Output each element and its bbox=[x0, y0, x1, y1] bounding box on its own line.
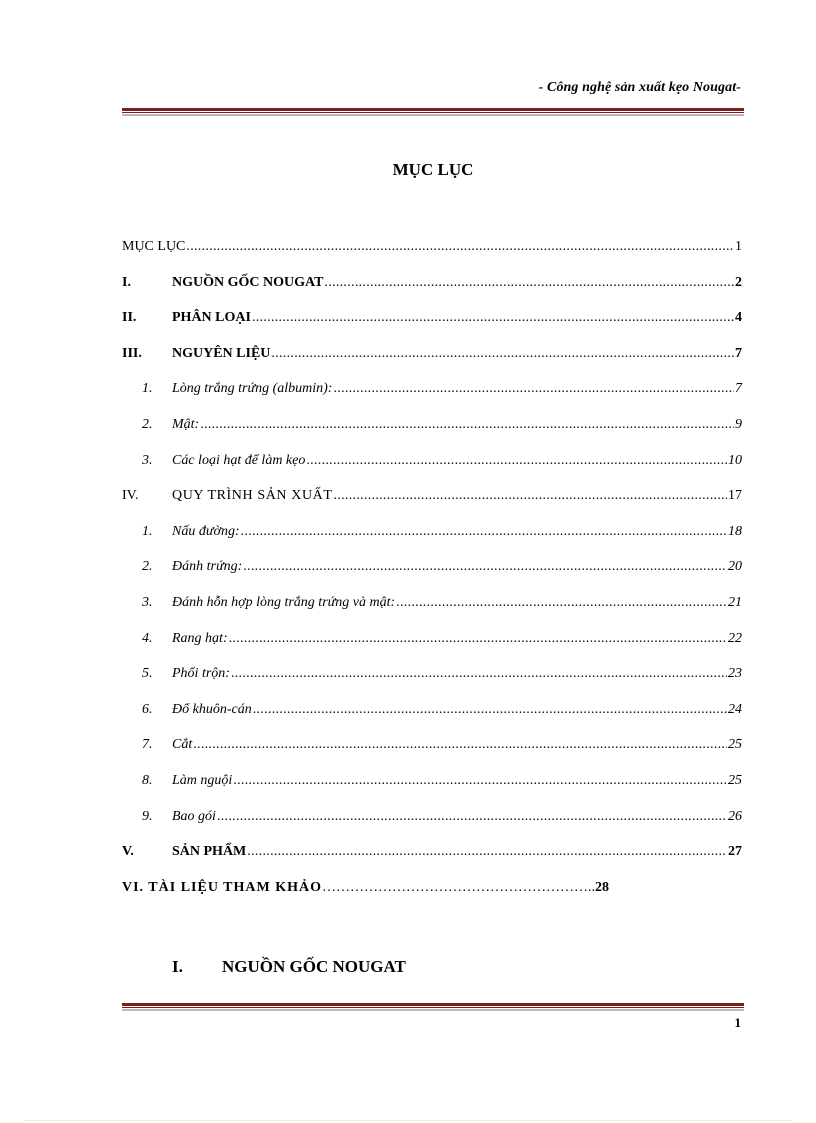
toc-entry-number: 8. bbox=[142, 772, 153, 788]
toc-dot-leader bbox=[271, 346, 734, 362]
toc-entry-page: 18 bbox=[728, 523, 742, 539]
toc-entry-page: 17 bbox=[728, 488, 742, 504]
toc-dot-leader bbox=[229, 631, 727, 647]
toc-dot-leader bbox=[334, 488, 727, 504]
toc-entry-page: 28 bbox=[595, 879, 610, 895]
toc-entry-label: MỤC LỤC bbox=[122, 239, 186, 254]
header-rule bbox=[122, 108, 744, 116]
toc-entry[interactable] bbox=[122, 239, 742, 275]
toc-entry-page: 21 bbox=[728, 594, 742, 610]
toc-entry-page: 27 bbox=[728, 844, 742, 860]
section-number: I. bbox=[172, 957, 183, 976]
toc-entry[interactable] bbox=[122, 488, 742, 524]
toc-entry[interactable] bbox=[122, 595, 742, 631]
toc-entry-number: I. bbox=[122, 274, 131, 290]
footer-rule bbox=[122, 1003, 744, 1011]
toc-entry-number: V. bbox=[122, 844, 134, 860]
toc-entry-page: 20 bbox=[728, 559, 742, 575]
toc-entry-number: 2. bbox=[142, 559, 153, 575]
toc-entry-page: 24 bbox=[728, 701, 742, 717]
toc-entry[interactable] bbox=[122, 809, 742, 845]
toc-entry[interactable] bbox=[122, 310, 742, 346]
toc-title: MỤC LỤC bbox=[392, 160, 474, 179]
toc-entry-label: NGUYÊN LIỆU bbox=[172, 345, 271, 361]
toc-entry-page: 9 bbox=[735, 416, 742, 432]
toc-leader: ………………………………………………….. bbox=[322, 879, 596, 895]
toc-dot-leader bbox=[247, 844, 727, 860]
toc-entry[interactable] bbox=[122, 346, 742, 382]
section-title: NGUỒN GỐC NOUGAT bbox=[222, 957, 406, 976]
toc-dot-leader bbox=[193, 737, 727, 753]
toc-entry-label: Đánh hỗn hợp lòng trắng trứng và mật: bbox=[172, 594, 396, 610]
page-bottom-border bbox=[25, 1120, 791, 1121]
toc-entry-label: Lòng trắng trứng (albumin): bbox=[172, 381, 333, 397]
toc-entry-page: 2 bbox=[735, 274, 742, 290]
toc-dot-leader bbox=[252, 310, 734, 326]
toc-entry-number: IV. bbox=[122, 488, 139, 504]
toc-entry-label: Đánh trứng: bbox=[172, 559, 243, 575]
toc-entry-page: 4 bbox=[735, 310, 742, 326]
toc-dot-leader bbox=[241, 524, 727, 540]
toc-entry-label: Mật: bbox=[172, 416, 200, 432]
toc-entry[interactable] bbox=[122, 702, 742, 738]
toc-dot-leader bbox=[243, 559, 727, 575]
toc-entry-number: 2. bbox=[142, 416, 153, 432]
toc-dot-leader bbox=[200, 417, 734, 433]
toc-entry[interactable] bbox=[122, 275, 742, 311]
toc-entry-label: Phối trộn: bbox=[172, 666, 230, 682]
toc-entry-label: Đổ khuôn-cán bbox=[172, 701, 252, 717]
toc-entry[interactable] bbox=[122, 524, 742, 560]
toc-entry-page: 26 bbox=[728, 808, 742, 824]
toc-dot-leader bbox=[396, 595, 727, 611]
toc-entry-label: VI. TÀI LIỆU THAM KHẢO bbox=[122, 879, 323, 895]
toc-entry-number: II. bbox=[122, 310, 137, 326]
toc-entry-label: PHÂN LOẠI bbox=[172, 310, 251, 326]
toc-entry-label: Cắt bbox=[172, 737, 193, 753]
toc-entry[interactable] bbox=[122, 631, 742, 667]
toc-entry-label: Bao gói bbox=[172, 808, 216, 824]
toc-entry-page: 25 bbox=[728, 772, 742, 788]
table-of-contents bbox=[122, 239, 742, 915]
toc-entry-page: 1 bbox=[735, 239, 742, 254]
toc-entry[interactable] bbox=[122, 737, 742, 773]
toc-entry[interactable] bbox=[122, 453, 742, 489]
toc-entry-label: Rang hạt: bbox=[172, 630, 228, 646]
toc-entry-label: Làm nguội bbox=[172, 772, 233, 788]
toc-entry-label: Các loại hạt để làm kẹo bbox=[172, 452, 306, 468]
page-number: 1 bbox=[734, 1015, 741, 1030]
toc-entry-references[interactable] bbox=[122, 880, 742, 916]
toc-entry-page: 10 bbox=[728, 452, 742, 468]
toc-entry[interactable] bbox=[122, 844, 742, 880]
toc-dot-leader bbox=[233, 773, 727, 789]
toc-entry-label: SẢN PHẨM bbox=[172, 844, 247, 860]
toc-dot-leader bbox=[186, 239, 734, 255]
toc-entry-number: 3. bbox=[142, 594, 153, 610]
toc-entry-page: 22 bbox=[728, 630, 742, 646]
toc-entry-number: III. bbox=[122, 345, 142, 361]
toc-entry[interactable] bbox=[122, 381, 742, 417]
toc-entry-label: Nấu đường: bbox=[172, 523, 240, 539]
toc-entry-number: 7. bbox=[142, 737, 153, 753]
toc-dot-leader bbox=[333, 381, 734, 397]
toc-entry[interactable] bbox=[122, 559, 742, 595]
toc-entry-number: 1. bbox=[142, 381, 153, 397]
toc-dot-leader bbox=[324, 275, 734, 291]
toc-entry-label: NGUỒN GỐC NOUGAT bbox=[172, 274, 324, 290]
running-header: - Công nghệ sản xuất kẹo Nougat- bbox=[538, 80, 741, 95]
toc-dot-leader bbox=[253, 702, 727, 718]
toc-entry[interactable] bbox=[122, 773, 742, 809]
toc-entry-number: 1. bbox=[142, 523, 153, 539]
toc-entry[interactable] bbox=[122, 666, 742, 702]
toc-dot-leader bbox=[231, 666, 727, 682]
toc-entry-page: 23 bbox=[728, 666, 742, 682]
toc-entry[interactable] bbox=[122, 417, 742, 453]
toc-entry-number: 9. bbox=[142, 808, 153, 824]
toc-entry-number: 5. bbox=[142, 666, 153, 682]
toc-entry-page: 7 bbox=[735, 381, 742, 397]
toc-entry-page: 7 bbox=[735, 345, 742, 361]
toc-entry-number: 4. bbox=[142, 630, 153, 646]
toc-entry-label: QUY TRÌNH SẢN XUẤT bbox=[172, 488, 333, 504]
toc-entry-number: 6. bbox=[142, 701, 153, 717]
toc-entry-number: 3. bbox=[142, 452, 153, 468]
toc-dot-leader bbox=[217, 809, 727, 825]
section-heading bbox=[172, 957, 406, 977]
toc-dot-leader bbox=[306, 453, 727, 469]
toc-entry-page: 25 bbox=[728, 737, 742, 753]
